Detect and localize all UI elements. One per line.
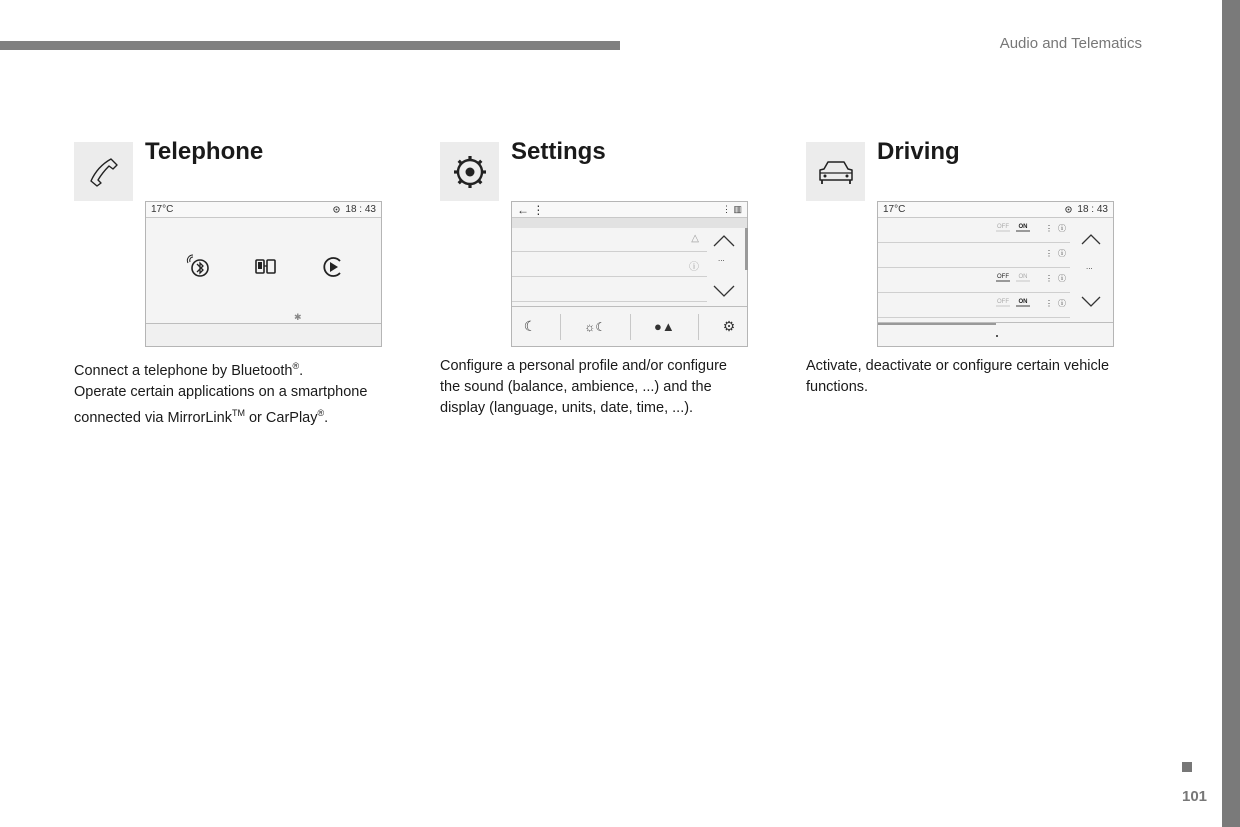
car-icon	[806, 142, 865, 201]
settings-screen	[511, 201, 748, 347]
on-off-toggle[interactable]: OFF ON	[996, 274, 1030, 282]
info-icon[interactable]: ⓘ	[1058, 299, 1066, 308]
telephone-bottom-bar	[146, 323, 381, 346]
telephone-description: Connect a telephone by Bluetooth®. Operate certain applications on a smartphone connected via MirrorLink™ or CarPlay®.	[74, 361, 368, 426]
day-night-icon[interactable]: ☼☾	[584, 319, 607, 334]
gear-icon	[332, 205, 341, 214]
driving-description: Activate, deactivate or configure certain vehicle functions.	[806, 358, 1110, 395]
settings-title: Settings	[511, 138, 606, 165]
function-row[interactable]	[878, 268, 1070, 293]
settings-row[interactable]	[512, 253, 707, 277]
clock-readout: 18 : 43	[1077, 204, 1108, 215]
scrollbar[interactable]	[745, 228, 748, 270]
telephone-title: Telephone	[145, 138, 264, 165]
system-settings-icon[interactable]: ⚙	[722, 318, 736, 334]
more-options-icon[interactable]: ⋮	[1045, 299, 1053, 308]
scroll-up-icon[interactable]	[1080, 232, 1102, 246]
page-marker-square	[1182, 762, 1192, 772]
settings-row[interactable]	[512, 228, 707, 252]
function-row[interactable]	[878, 243, 1070, 268]
scroll-down-icon[interactable]	[712, 284, 736, 298]
night-mode-icon[interactable]: ☾	[523, 318, 537, 334]
function-row[interactable]	[878, 218, 1070, 243]
driving-bottom-bar	[878, 322, 1113, 346]
gear-icon	[440, 142, 499, 201]
on-off-toggle[interactable]: OFF ON	[996, 299, 1030, 307]
settings-bottom-bar	[512, 306, 747, 346]
warning-icon: △	[691, 233, 699, 244]
more-indicator: ...	[718, 254, 725, 263]
more-options-icon[interactable]: ⋮	[1045, 249, 1053, 258]
driving-title: Driving	[877, 138, 960, 165]
scroll-up-icon[interactable]	[712, 234, 736, 248]
settings-header-strip	[512, 218, 747, 228]
carplay-icon[interactable]	[320, 254, 346, 280]
status-bar	[878, 202, 1113, 218]
status-bar	[146, 202, 381, 218]
info-icon[interactable]: ⓘ	[1058, 274, 1066, 283]
top-decorative-bar	[0, 41, 620, 50]
on-off-toggle[interactable]: OFF ON	[996, 224, 1030, 232]
section-title: Audio and Telematics	[999, 35, 1142, 52]
gear-icon	[1064, 205, 1073, 214]
temperature-readout: 17°C	[883, 204, 906, 215]
info-icon[interactable]: ⓘ	[1058, 224, 1066, 233]
settings-description: Configure a personal profile and/or configure the sound (balance, ambience, ...) and the display (language, units, date, time, ...).	[440, 358, 727, 416]
settings-row[interactable]	[512, 278, 707, 302]
bluetooth-status-icon: ✱	[294, 312, 302, 322]
telephone-screen	[145, 201, 382, 347]
temperature-readout: 17°C	[151, 204, 174, 215]
page-number: 101	[1182, 788, 1208, 805]
scroll-down-icon[interactable]	[1080, 294, 1102, 308]
mirrorlink-icon[interactable]	[253, 254, 279, 280]
bluetooth-phone-icon[interactable]	[186, 254, 212, 280]
more-options-icon[interactable]: ⋮	[1045, 224, 1053, 233]
phone-handset-icon	[74, 142, 133, 201]
more-options-icon[interactable]: ⋮	[1045, 274, 1053, 283]
side-edge-strip	[1222, 0, 1240, 827]
info-icon[interactable]: ⓘ	[1058, 249, 1066, 258]
profile-icon[interactable]: ●▲	[654, 319, 675, 334]
delete-icon[interactable]: ⋮ ▥	[721, 204, 742, 214]
function-row[interactable]	[878, 293, 1070, 318]
info-icon: ⓘ	[689, 262, 699, 273]
more-indicator: ...	[1086, 262, 1093, 271]
clock-readout: 18 : 43	[345, 204, 376, 215]
page-indicator	[878, 323, 996, 325]
settings-toolbar	[512, 202, 747, 218]
back-arrow-icon[interactable]: ← ⋮	[517, 202, 545, 217]
driving-screen	[877, 201, 1114, 347]
